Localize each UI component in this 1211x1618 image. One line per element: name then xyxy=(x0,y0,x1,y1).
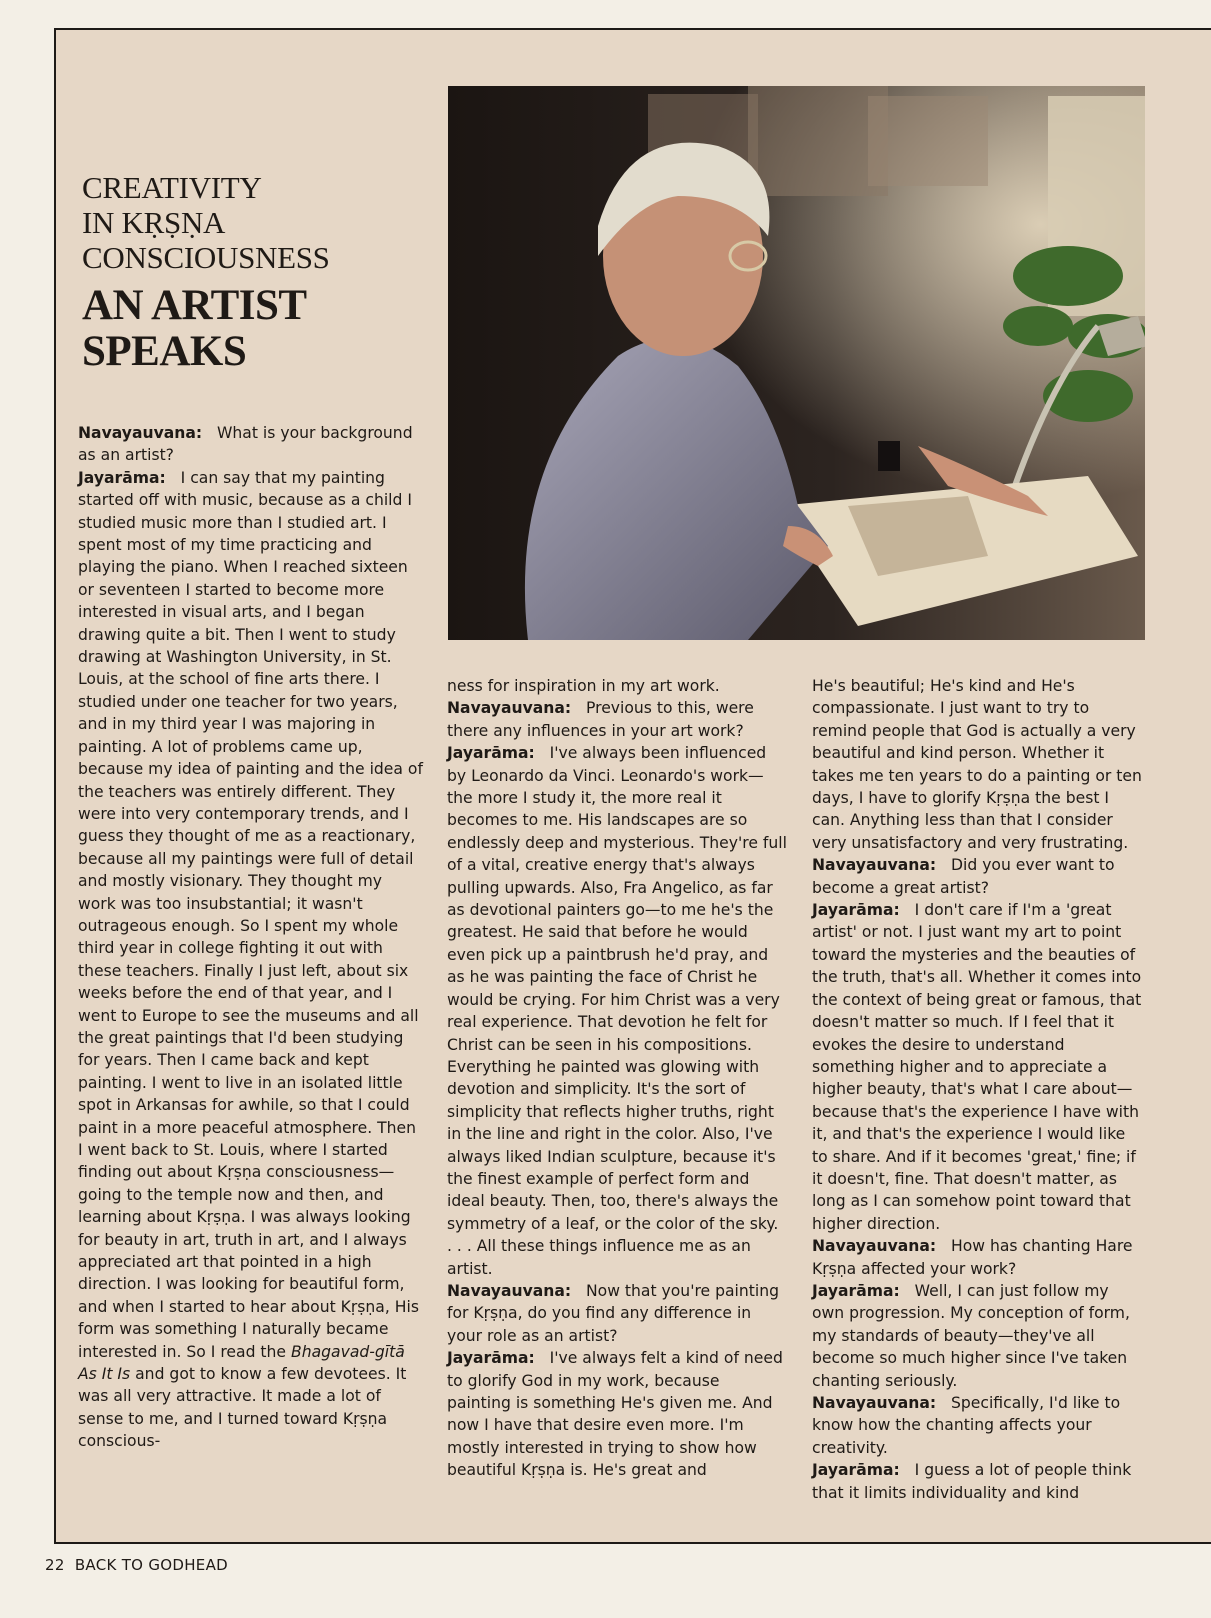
article-title xyxy=(82,170,442,375)
book-title: Bhagavad-gītā As It Is xyxy=(78,1342,405,1384)
paragraph-text: What is your background as an artist? xyxy=(78,424,413,465)
text-column-3 xyxy=(812,675,1145,1504)
artist-photo xyxy=(448,86,1145,640)
paragraph xyxy=(812,675,1145,854)
paragraph-text: I've always been influenced by Leonardo da Vinci. Leonardo's work—the more I study it, the more real it becomes to me. His landscapes are so endlessly deep and mysterious. They're full of a vital, creative energy that's always pulling upwards. Also, Fra Angelico, as far as devotional painters go—to me he's the greatest. He said that before he would even pick up a paintbrush he'd pray, and as he was painting the face of Christ he would be crying. For him Christ was a very real experience. That devotion he felt for Christ can be seen in his compositions. Everything he painted was glowing with devotion and simplicity. It's the sort of simplicity that reflects higher truths, right in the line and right in the color. Also, I've always liked Indian sculpture, because it's the finest example of perfect form and ideal beauty. Then, too, there's always the symmetry of a leaf, or the color of the sky. . . . All these things influence me as an artist. xyxy=(447,744,787,1278)
paragraph xyxy=(78,422,424,467)
paragraph-text: Did you ever want to become a great artist? xyxy=(812,856,1115,897)
paragraph-text: He's beautiful; He's kind and He's compassionate. I just want to try to remind people that God is actually a very beautiful and kind person. Whether it takes me ten years to do a painting or ten days, I have to glorify Kṛṣṇa the best I can. Anything less than that I consider very unsatisfactory and very frustrating. xyxy=(812,677,1142,852)
title-line-2: IN KṚṢṆA xyxy=(82,205,226,240)
paragraph xyxy=(812,1392,1145,1459)
speaker-name: Navayauvana: xyxy=(78,424,203,442)
title-bold-2: SPEAKS xyxy=(82,328,247,375)
paragraph-text: I guess a lot of people think that it limits individuality and kind xyxy=(812,1461,1132,1502)
paragraph xyxy=(447,742,788,1280)
paragraph xyxy=(812,1459,1145,1504)
speaker-name: Jayarāma: xyxy=(78,468,166,487)
speaker-name: Navayauvana: xyxy=(812,1394,937,1412)
speaker-name: Jayarāma: xyxy=(812,1461,900,1480)
page-number: 22 xyxy=(45,1556,65,1574)
paragraph xyxy=(812,899,1145,1235)
paragraph-text: I don't care if I'm a 'great artist' or not. I just want my art to point toward the mysteries and the beauties of the truth, that's all. Whether it comes into the context of being great or famous, that doesn't matter so much. If I feel that it evokes the desire to understand something higher and to appreciate a higher beauty, that's what I care about—because that's the experience I have with it, and that's the experience I would like to share. And if it becomes 'great,' fine; if it doesn't, fine. That doesn't matter, as long as I can somehow point toward that higher direction. xyxy=(812,901,1142,1233)
text-column-2 xyxy=(447,675,788,1482)
paragraph-text: I've always felt a kind of need to glorify God in my work, because painting is something He's given me. And now I have that desire even more. I'm mostly interested in trying to show how beautiful Kṛṣṇa is. He's great and xyxy=(447,1349,783,1480)
paragraph xyxy=(447,1347,788,1481)
paragraph xyxy=(447,1280,788,1347)
paragraph xyxy=(78,467,424,1453)
paragraph xyxy=(812,854,1145,899)
title-bold-1: AN ARTIST xyxy=(82,282,307,329)
speaker-name: Navayauvana: xyxy=(812,1237,937,1256)
speaker-name: Navayauvana: xyxy=(812,856,937,875)
speaker-name: Jayarāma: xyxy=(447,744,535,763)
paragraph-text: Well, I can just follow my own progression. My conception of form, my standards of beauty—they've all become so much higher since I've taken chanting seriously. xyxy=(812,1281,1130,1390)
page-footer xyxy=(45,1556,228,1574)
paragraph xyxy=(812,1280,1145,1392)
paragraph-text: Previous to this, were there any influences in your art work? xyxy=(447,699,754,740)
paragraph-text: How has chanting Hare Kṛṣṇa affected your work? xyxy=(812,1237,1133,1278)
speaker-name: Navayauvana: xyxy=(447,699,572,718)
paragraph-text: Now that you're painting for Kṛṣṇa, do you find any difference in your role as an artist? xyxy=(447,1281,779,1345)
paragraph xyxy=(447,675,788,697)
title-line-1: CREATIVITY xyxy=(82,170,262,205)
paragraph-text: I can say that my painting started off with music, because as a child I studied music more than I studied art. I spent most of my time practicing and playing the piano. When I reached sixteen or seventeen I started to become more interested in visual arts, and I began drawing quite a bit. Then I went to study drawing at Washington University, in St. Louis, at the school of fine arts there. I studied under one teacher for two years, and in my third year I was majoring in painting. A lot of problems came up, because my idea of painting and the idea of the teachers was entirely different. They were into very contemporary trends, and I guess they thought of me as a reactionary, because all my paintings were full of detail and mostly visionary. They thought my work was too insubstantial; it wasn't outrageous enough. So I spent my whole third year in college fighting it out with these teachers. Finally I just left, about six weeks before the end of that year, and I went to Europe to see the museums and all the great paintings that I'd been studying for years. Then I came back and kept painting. I went to live in an isolated little spot in Arkansas for awhile, so that I could paint in a more peaceful atmosphere. Then I went back to St. Louis, where I started finding out about Kṛṣṇa consciousness—going to the temple now and then, and learning about Kṛṣṇa. I was always looking for beauty in art, truth in art, and I always appreciated art that pointed in a high direction. I was looking for beautiful form, and when I started to hear about Kṛṣṇa, His form was something I naturally became interested in. So I read the xyxy=(78,468,423,1361)
paragraph xyxy=(812,1235,1145,1280)
paragraph-text: ness for inspiration in my art work. xyxy=(447,677,720,695)
paragraph xyxy=(447,697,788,742)
speaker-name: Jayarāma: xyxy=(447,1349,535,1368)
speaker-name: Navayauvana: xyxy=(447,1281,572,1300)
speaker-name: Jayarāma: xyxy=(812,1281,900,1300)
title-line-3: CONSCIOUSNESS xyxy=(82,240,330,275)
paragraph-text: and got to know a few devotees. It was all very attractive. It made a lot of sense to me, and I turned toward Kṛṣṇa conscious- xyxy=(78,1365,407,1451)
text-column-1 xyxy=(78,422,424,1453)
publication-name: BACK TO GODHEAD xyxy=(74,1556,228,1574)
paragraph-text: Specifically, I'd like to know how the chanting affects your creativity. xyxy=(812,1394,1121,1457)
speaker-name: Jayarāma: xyxy=(812,901,900,920)
